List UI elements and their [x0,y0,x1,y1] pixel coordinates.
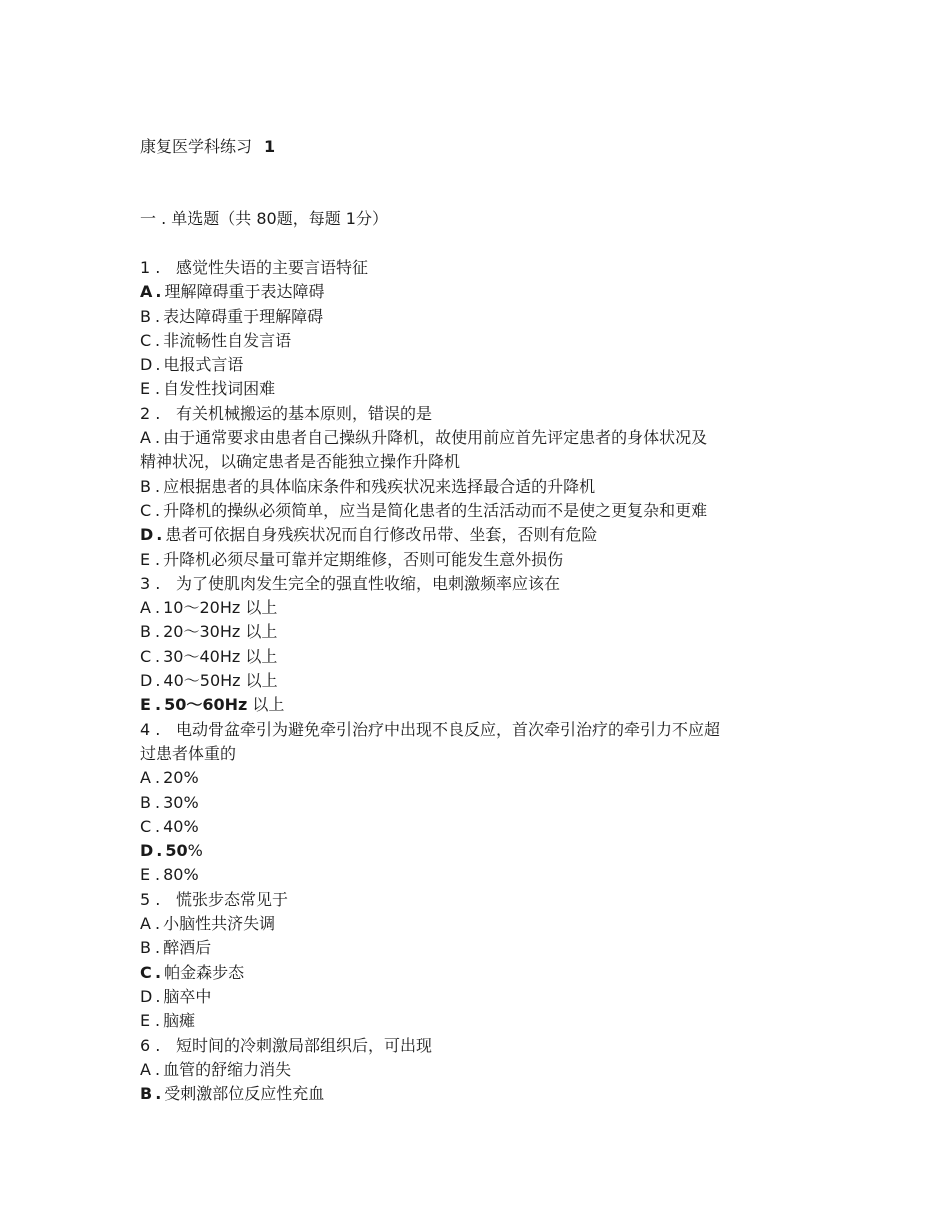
option-letter: C [140,330,152,350]
option-letter: A [140,428,151,448]
option-letter: A [140,1059,151,1079]
option-separator: . [155,428,161,448]
question-item [140,718,790,888]
option-letter: D [140,671,153,691]
option-text: 受刺激部位反应性充血 [164,1084,325,1104]
answer-option [140,645,790,669]
option-separator: . [155,768,161,788]
answer-option [140,936,790,960]
answer-option [140,863,790,887]
question-text: 有关机械搬运的基本原则，错误的是 [176,403,433,423]
option-separator: . [155,865,161,885]
option-separator: . [155,816,161,836]
question-text: 短时间的冷刺激局部组织后，可出现 [176,1035,433,1055]
option-text: 由于通常要求由患者自己操纵升降机，故使用前应首先评定患者的身体状况及 [163,428,708,448]
answer-option [140,377,790,401]
option-text: 20% [163,768,199,788]
option-text: 升降机必须尽量可靠并定期维修，否则可能发生意外损伤 [163,549,564,569]
option-separator: . [155,355,161,375]
answer-option [140,523,790,547]
option-letter: A [140,282,153,302]
option-letter: C [140,816,152,836]
option-text: 血管的舒缩力消失 [163,1059,292,1079]
option-text: 应根据患者的具体临床条件和残疾状况来选择最合适的升降机 [163,476,596,496]
option-text: 理解障碍重于表达障碍 [164,282,325,302]
answer-option [140,620,790,644]
option-separator: . [155,306,161,326]
option-letter: D [140,841,154,861]
option-letter: A [140,914,151,934]
option-letter: B [140,622,151,642]
question-item [140,572,790,718]
option-text: 以上 [247,695,285,715]
answer-option [140,499,790,523]
question-number: 3 . [140,573,161,593]
question-stem-continued [140,742,790,766]
answer-option [140,426,790,450]
question-item [140,402,790,572]
option-letter: B [140,1084,153,1104]
question-item [140,256,790,402]
option-letter: C [140,500,152,520]
option-separator: . [155,1084,162,1104]
answer-option [140,961,790,985]
question-number: 4 . [140,719,161,739]
question-item [140,888,790,1034]
question-text: 感觉性失语的主要言语特征 [176,258,369,277]
question-stem [140,888,790,912]
option-separator: . [156,525,163,545]
question-stem [140,572,790,596]
option-text: 自发性找词困难 [163,379,276,399]
option-text: 10～20Hz 以上 [163,598,278,618]
answer-option [140,1058,790,1082]
option-separator: . [155,379,161,399]
option-text-emphasis: 50～60Hz [164,695,248,715]
option-separator: . [155,598,161,618]
answer-option [140,985,790,1009]
answer-option [140,912,790,936]
option-separator: . [155,330,161,350]
option-text: 40～50Hz 以上 [163,671,278,691]
answer-option [140,475,790,499]
question-text: 慌张步态常见于 [176,889,289,909]
option-separator: . [155,282,162,302]
option-separator: . [155,476,161,496]
option-separator: . [155,1059,161,1079]
question-list [140,256,790,1106]
question-text: 电动骨盆牵引为避免牵引治疗中出现不良反应，首次牵引治疗的牵引力不应超 [176,719,721,739]
option-text: % [187,841,203,861]
option-text: 醉酒后 [163,938,212,958]
option-separator: . [155,792,161,812]
option-letter: D [140,986,153,1006]
question-text: 为了使肌肉发生完全的强直性收缩，电刺激频率应该在 [176,573,561,593]
option-letter: E [140,865,151,885]
question-number: 5 . [140,889,161,909]
option-text: 患者可依据自身残疾状况而自行修改吊带、坐套，否则有危险 [165,525,598,545]
option-text: 脑卒中 [163,986,212,1006]
option-separator: . [155,646,161,666]
option-text: 非流畅性自发言语 [163,330,292,350]
option-separator: . [155,938,161,958]
option-text: 30% [163,792,199,812]
option-letter: E [140,1011,151,1031]
answer-option [140,839,790,863]
answer-option [140,305,790,329]
answer-option [140,693,790,717]
option-separator: . [155,671,161,691]
title-text: 康复医学科练习 [140,137,253,156]
answer-option [140,669,790,693]
option-letter: B [140,792,151,812]
answer-option [140,815,790,839]
question-stem [140,256,790,280]
answer-option [140,596,790,620]
answer-option [140,548,790,572]
option-separator: . [155,695,162,715]
option-letter: E [140,695,151,715]
option-letter: A [140,598,151,618]
page-title [140,137,275,157]
option-letter: C [140,646,152,666]
option-text-emphasis: 50 [165,841,188,861]
option-letter: D [140,355,153,375]
question-stem [140,402,790,426]
option-text: 表达障碍重于理解障碍 [163,306,324,326]
option-separator: . [155,962,162,982]
answer-option-continued [140,450,790,474]
option-letter: B [140,306,151,326]
option-text: 电报式言语 [163,355,244,375]
answer-option [140,329,790,353]
option-text: 升降机的操纵必须简单，应当是简化患者的生活活动而不是使之更复杂和更难 [163,500,708,520]
question-item [140,1034,790,1107]
option-letter: A [140,768,151,788]
question-number: 1 . [140,258,161,277]
option-text: 脑瘫 [163,1011,196,1031]
option-text: 40% [163,816,199,836]
option-letter: B [140,938,151,958]
question-number: 2 . [140,403,161,423]
option-letter: B [140,476,151,496]
option-separator: . [156,841,163,861]
option-separator: . [155,986,161,1006]
answer-option [140,791,790,815]
answer-option [140,1009,790,1033]
option-separator: . [155,622,161,642]
section-heading: 一 . 单选题（共 80题，每题 1分） [140,209,388,228]
question-number: 6 . [140,1035,161,1055]
option-letter: E [140,549,151,569]
answer-option [140,280,790,304]
question-text: 过患者体重的 [140,743,237,763]
option-letter: C [140,962,152,982]
option-text: 30～40Hz 以上 [163,646,278,666]
answer-option [140,766,790,790]
option-separator: . [155,1011,161,1031]
answer-option [140,353,790,377]
option-text: 精神状况，以确定患者是否能独立操作升降机 [140,452,461,472]
option-text: 小脑性共济失调 [163,914,276,934]
option-text: 20～30Hz 以上 [163,622,278,642]
title-number: 1 [264,137,276,156]
option-separator: . [155,500,161,520]
question-stem [140,1034,790,1058]
question-stem [140,718,790,742]
option-separator: . [155,549,161,569]
option-separator: . [155,914,161,934]
option-text: 80% [163,865,199,885]
answer-option [140,1082,790,1106]
option-letter: E [140,379,151,399]
option-text: 帕金森步态 [164,962,245,982]
option-letter: D [140,525,154,545]
